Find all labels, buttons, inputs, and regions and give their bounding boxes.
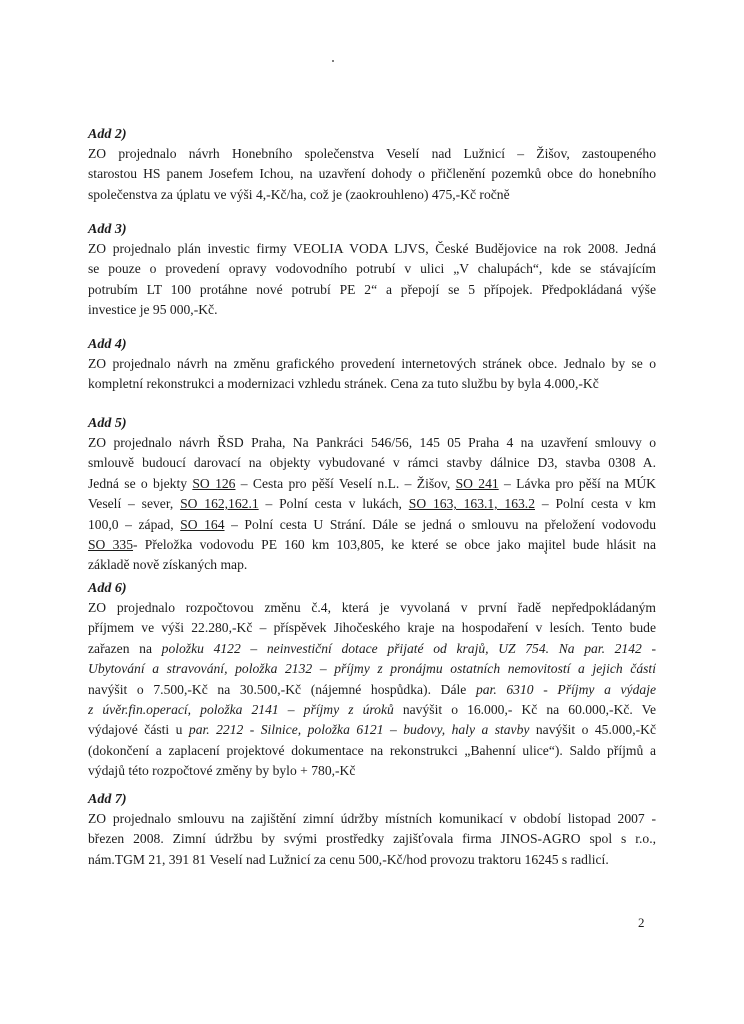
section-heading: Add 6) [88,581,127,596]
text-run: zařazen na [88,640,162,656]
budget-item: z úvěr.fin.operací, položka 2141 – příjmy z úroků [88,702,394,718]
text-line: se pouze o provedení opravy vodovodního potrubí v ulici „V chalupách“, kde se stávajícím [88,261,656,277]
text-line: ZO projednalo plán investic firmy VEOLIA VODA LJVS, České Budějovice na rok 2008. Jedná [88,241,656,256]
scan-speck [332,60,334,62]
text-run: Veselí – sever, [88,496,181,512]
section-add-7 [88,791,656,870]
text-run: – Polní cesta v km [535,496,656,512]
budget-item: položku 4122 – neinvestiční dotace přijaté od krajů, UZ 754. Na par. 2142 - [161,640,656,656]
object-ref: SO 162,162.1 [180,496,259,512]
text-line: základě nově získaných map. [88,557,248,573]
section-heading: Add 5) [88,416,127,431]
text-line [88,680,656,700]
text-line [88,515,656,535]
text-line: ZO projednalo návrh ŘSD Praha, Na Pankráci 546/56, 145 05 Praha 4 na uzavření smlouvy o [88,435,656,450]
text-run: – Polní cesta U Strání. Dále se jedná o smlouvu na přeložení vodovodu [224,516,656,532]
object-ref: SO 164 [180,516,225,532]
text-line: (dokončení a zaplacení projektové dokumentace na rekonstrukci „Bahenní ulice“). Saldo příjmů a [88,742,656,758]
text-line [88,535,656,555]
section-heading: Add 3) [88,222,127,237]
section-heading: Add 7) [88,792,127,807]
text-line: ZO projednalo návrh Honebního společenstva Veselí nad Lužnicí – Žišov, zastoupeného [88,146,656,161]
text-run: – Cesta pro pěší Veselí n.L. – Žišov, [235,475,456,491]
text-line [88,494,656,514]
text-line: ZO projednalo návrh na změnu grafického provedení internetových stránek obce. Jednalo by se o [88,356,656,371]
object-ref: SO 163, 163.1, 163.2 [408,496,535,512]
object-ref: SO 335 [88,537,134,553]
text-run: navýšit o 7.500,-Kč na 30.500,-Kč (nájemné hospůdka). Dále [88,681,476,697]
text-run: navýšit o 16.000,- Kč na 60.000,-Kč. Ve [393,702,656,718]
page-number: 2 [638,915,645,930]
section-add-2 [88,126,656,205]
section-add-6 [88,580,656,782]
text-run: - Přeložka vodovodu PE 160 km 103,805, ke které se obce jako majitel bude hlásit na [133,537,656,553]
text-line: březen 2008. Zimní údržbu by svými prostředky zajišťovala firma JINOS-AGRO spol s r.o., [88,831,656,847]
text-line: investice je 95 000,-Kč. [88,302,218,318]
text-line: starostou HS panem Josefem Ichou, na uzavření dohody o přičlenění pozemků obce do honebního [88,166,656,182]
section-heading: Add 2) [88,127,127,142]
text-line [88,720,656,740]
text-line: výdajů této rozpočtové změny by bylo + 780,-Kč [88,763,356,779]
section-add-3 [88,221,656,321]
object-ref: SO 241 [455,475,499,491]
text-line: ZO projednalo rozpočtovou změnu č.4, která je vyvolaná v první řadě nepředpokládaným [88,600,656,615]
budget-item: par. 6310 - Příjmy a výdaje [475,681,656,697]
text-line: společenstva za úplatu ve výši 4,-Kč/ha, což je (zaokrouhleno) 475,-Kč ročně [88,186,510,202]
text-line [88,474,656,494]
text-run: výdajové části u [88,722,189,738]
text-run: – Polní cesta v lukách, [258,496,409,512]
text-run: 100,0 – západ, [88,516,181,532]
section-heading: Add 4) [88,337,127,352]
object-ref: SO 126 [192,475,236,491]
text-line: potrubím LT 100 protáhne nové potrubí PE 2“ a přepojí se 5 přípojek. Předpokládaná výše [88,281,656,297]
text-line [88,639,656,659]
text-line: smlouvě budoucí darovací na objekty vybudované v rámci stavby dálnice D3, stavba 0308 A. [88,455,656,471]
section-add-5 [88,415,656,576]
budget-item: par. 2212 - Silnice, položka 6121 – budovy, haly a stavby [188,722,530,738]
text-line: příjmem ve výši 22.280,-Kč – příspěvek Jihočeského kraje na hospodaření v lesích. Tento bude [88,620,656,636]
text-line [88,700,656,720]
text-run: Jedná se o bjekty [88,475,193,491]
text-line: nám.TGM 21, 391 81 Veselí nad Lužnicí za cenu 500,-Kč/hod provozu traktoru 16245 s radlicí. [88,851,609,867]
text-line: ZO projednalo smlouvu na zajištění zimní údržby místních komunikací v období listopad 2007 - [88,811,656,826]
text-run: navýšit o 45.000,-Kč [529,722,656,738]
section-add-4 [88,336,656,395]
text-line: kompletní rekonstrukci a modernizaci vzhledu stránek. Cena za tuto službu by byla 4.000,-Kč [88,376,599,392]
text-run: – Lávka pro pěší na MÚK [498,475,656,491]
text-line: Ubytování a stravování, položka 2132 – příjmy z pronájmu ostatních nemovitostí a jejich částí [88,661,656,677]
